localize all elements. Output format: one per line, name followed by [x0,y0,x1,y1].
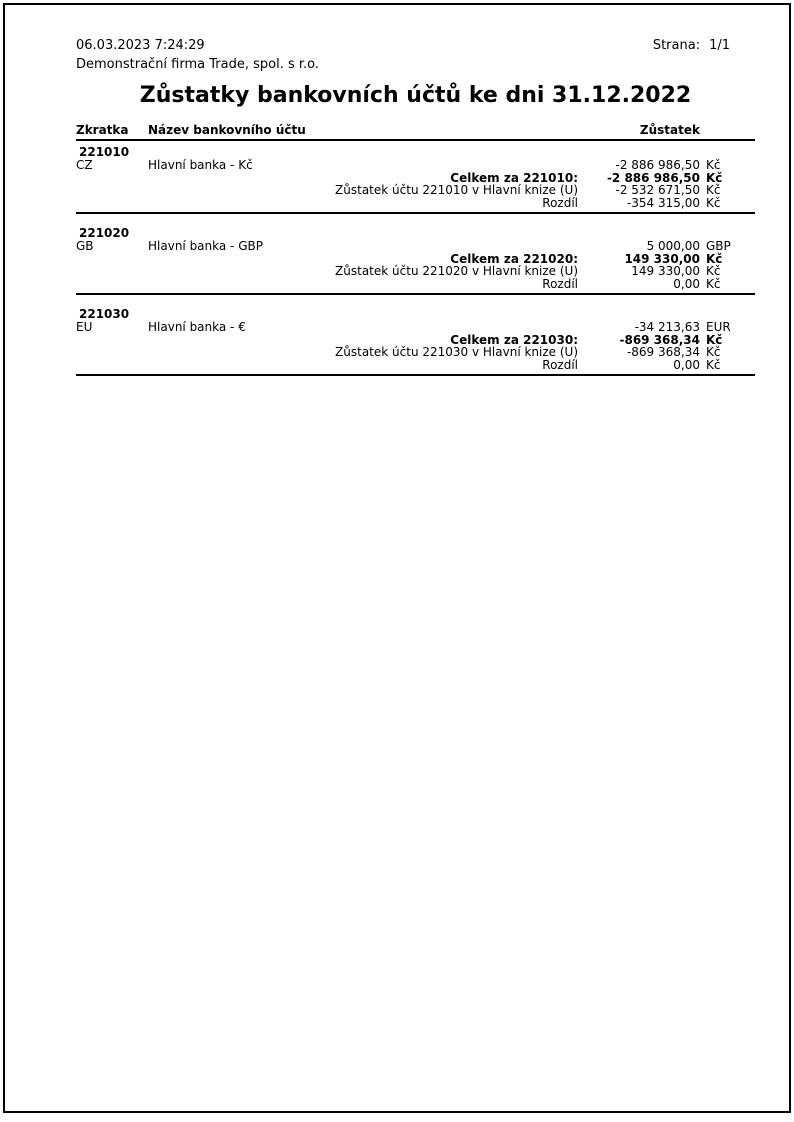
account-currency: EUR [706,319,731,334]
section-divider [76,374,755,376]
table-header [76,124,755,137]
difference-label: Rozdíl [542,277,578,292]
account-name: Hlavní banka - GBP [148,238,263,253]
account-row [76,159,755,172]
ledger-amount: -869 368,34 [626,345,700,360]
account-amount: -34 213,63 [634,319,700,334]
account-number: 221020 [79,225,130,240]
account-row [76,240,755,253]
total-amount: -869 368,34 [619,332,700,347]
ledger-label: Zůstatek účtu 221030 v Hlavní knize (U) [335,345,578,360]
difference-label: Rozdíl [542,196,578,211]
column-header-name: Název bankovního účtu [148,123,306,137]
page-indicator [565,38,730,53]
report-title: Zůstatky bankovních účtů ke dni 31.12.2022 [139,83,692,108]
section-divider [76,212,755,214]
account-group [76,308,755,376]
account-currency: Kč [706,157,721,172]
account-number: 221010 [79,145,130,159]
ledger-label: Zůstatek účtu 221020 v Hlavní knize (U) [335,264,578,279]
account-name: Hlavní banka - € [148,319,246,334]
account-name: Hlavní banka - Kč [148,157,253,172]
ledger-row [76,346,755,359]
account-abbr: GB [76,238,94,253]
difference-currency: Kč [706,358,721,373]
difference-amount: 0,00 [673,277,700,292]
page-value: 1/1 [709,38,730,53]
difference-row [76,359,755,372]
column-header-balance: Zůstatek [639,123,700,137]
company-name: Demonstrační firma Trade, spol. s r.o. [76,57,320,72]
account-amount: -2 886 986,50 [615,157,700,172]
ledger-currency: Kč [706,183,721,198]
total-currency: Kč [706,170,723,185]
total-currency: Kč [706,332,723,347]
report-timestamp: 06.03.2023 7:24:29 [76,38,205,53]
ledger-amount: 149 330,00 [631,264,700,279]
total-currency: Kč [706,251,723,266]
difference-row [76,197,755,210]
total-amount: -2 886 986,50 [606,170,700,185]
difference-amount: 0,00 [673,358,700,373]
ledger-currency: Kč [706,345,721,360]
column-header-abbr: Zkratka [76,123,129,137]
total-label: Celkem za 221020: [450,251,578,266]
difference-amount: -354 315,00 [626,196,700,211]
section-divider [76,293,755,295]
account-row [76,321,755,334]
account-group [76,227,755,295]
account-group [76,146,755,214]
ledger-amount: -2 532 671,50 [615,183,700,198]
total-label: Celkem za 221030: [450,332,578,347]
difference-currency: Kč [706,277,721,292]
account-abbr: CZ [76,157,93,172]
account-number: 221030 [79,306,130,321]
total-label: Celkem za 221010: [450,170,578,185]
total-amount: 149 330,00 [624,251,700,266]
report-page [3,3,791,1113]
difference-currency: Kč [706,196,721,211]
difference-row [76,278,755,291]
account-amount: 5 000,00 [646,238,700,253]
ledger-label: Zůstatek účtu 221010 v Hlavní knize (U) [335,183,578,198]
ledger-row [76,265,755,278]
header-rule [76,139,755,141]
account-abbr: EU [76,319,93,334]
account-currency: GBP [706,238,731,253]
page-label: Strana: [652,38,701,53]
difference-label: Rozdíl [542,358,578,373]
report-body [76,146,755,389]
ledger-currency: Kč [706,264,721,279]
